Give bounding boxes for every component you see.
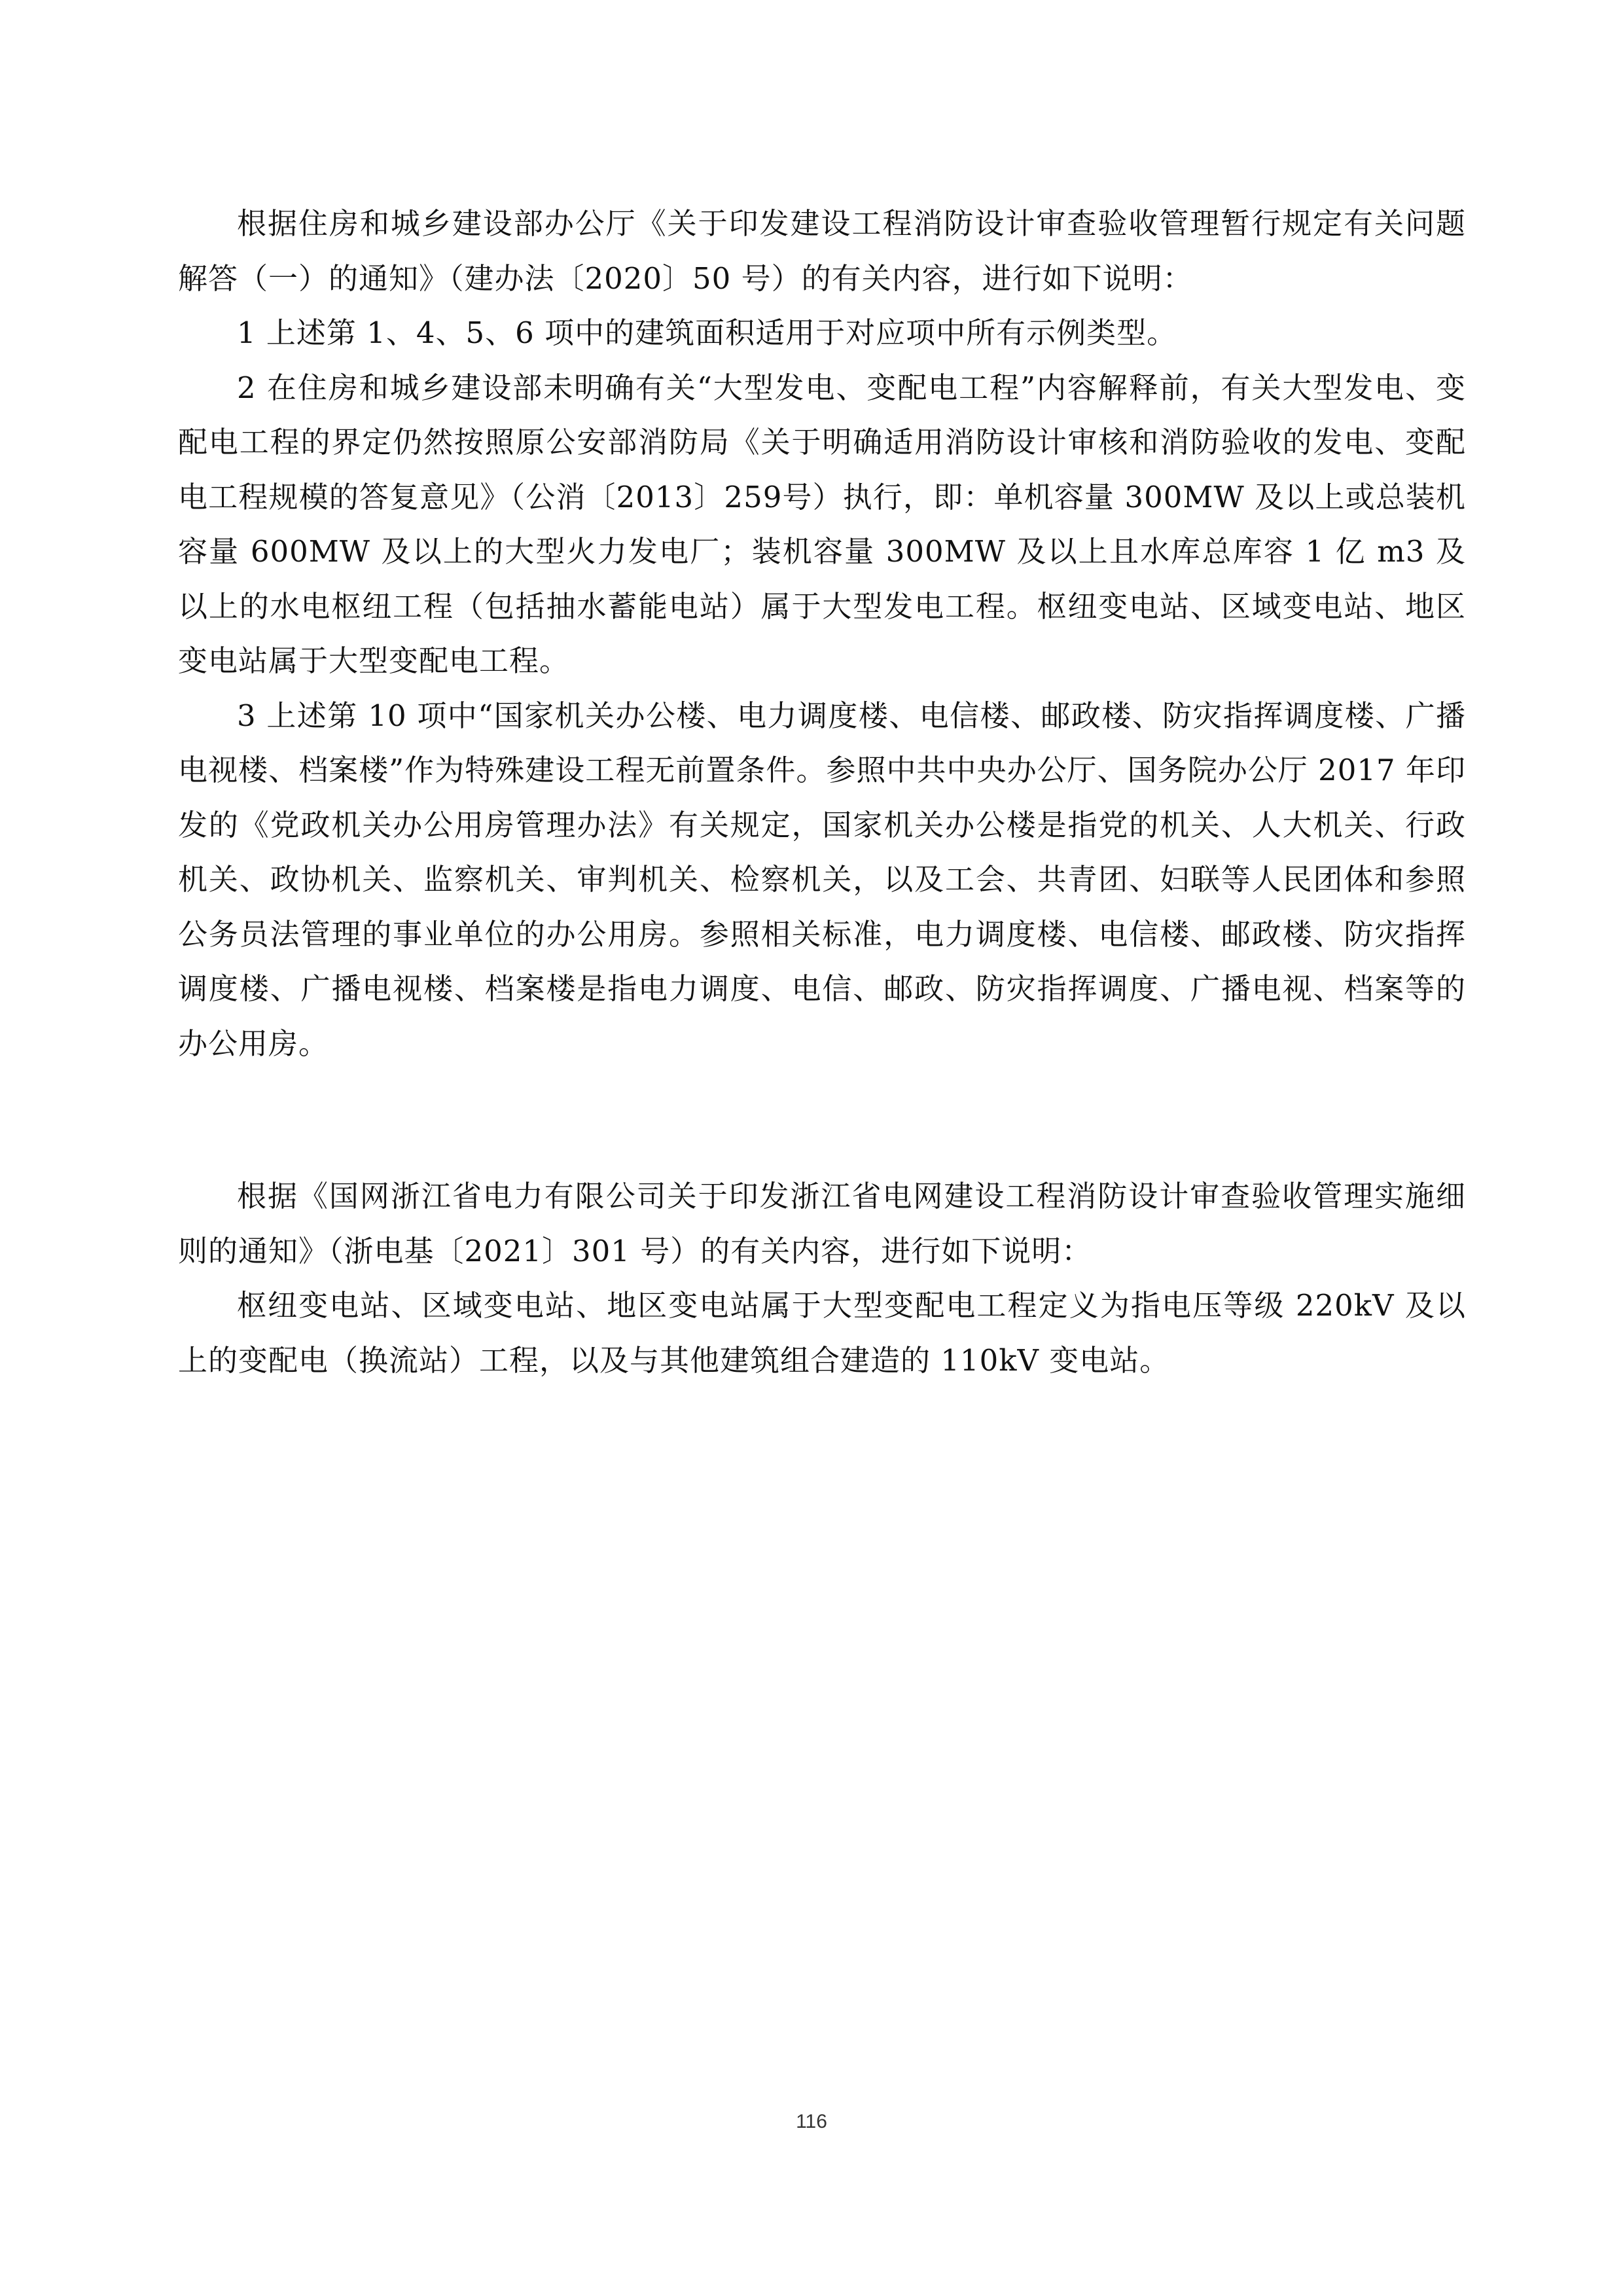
section1-intro-paragraph: 根据住房和城乡建设部办公厅《关于印发建设工程消防设计审查验收管理暂行规定有关问题解答（一）的通知》（建办法〔2020〕50 号）的有关内容，进行如下说明： [178, 206, 1466, 296]
page-number: 116 [796, 2111, 827, 2132]
document-body [178, 196, 1466, 1388]
section1-item-1-paragraph: 1 上述第 1、4、5、6 项中的建筑面积适用于对应项中所有示例类型。 [237, 315, 1177, 350]
section2-body-paragraph: 枢纽变电站、区域变电站、地区变电站属于大型变配电工程定义为指电压等级 220kV 及以上的变配电（换流站）工程，以及与其他建筑组合建造的 110kV 变电站。 [178, 1288, 1466, 1378]
section1-item-3-paragraph: 3 上述第 10 项中“国家机关办公楼、电力调度楼、电信楼、邮政楼、防灾指挥调度楼、广播电视楼、档案楼”作为特殊建设工程无前置条件。参照中共中央办公厅、国务院办公厅 2017 年印发的《党政机关办公用房管理办法》有关规定，国家机关办公楼是指党的机关、人大机关、行政机关、政协机关、监察机关、审判机关、检察机关，以及工会、共青团、妇联等人民团体和参照公务员法管理的事业单位的办公用房。参照相关标准，电力调度楼、电信楼、邮政楼、防灾指挥调度楼、广播电视楼、档案楼是指电力调度、电信、邮政、防灾指挥调度、广播电视、档案等的办公用房。 [178, 698, 1466, 1061]
section-spacer [178, 1071, 1466, 1169]
section1-item-2-paragraph: 2 在住房和城乡建设部未明确有关“大型发电、变配电工程”内容解释前，有关大型发电、变配电工程的界定仍然按照原公安部消防局《关于明确适用消防设计审核和消防验收的发电、变配电工程规模的答复意见》（公消〔2013〕259号）执行，即：单机容量 300MW 及以上或总装机容量 600MW 及以上的大型火力发电厂；装机容量 300MW 及以上且水库总库容 1 亿 m3 及以上的水电枢纽工程（包括抽水蓄能电站）属于大型发电工程。枢纽变电站、区域变电站、地区变电站属于大型变配电工程。 [178, 370, 1466, 678]
section2-intro-paragraph: 根据《国网浙江省电力有限公司关于印发浙江省电网建设工程消防设计审查验收管理实施细则的通知》（浙电基〔2021〕301 号）的有关内容，进行如下说明： [178, 1179, 1466, 1268]
